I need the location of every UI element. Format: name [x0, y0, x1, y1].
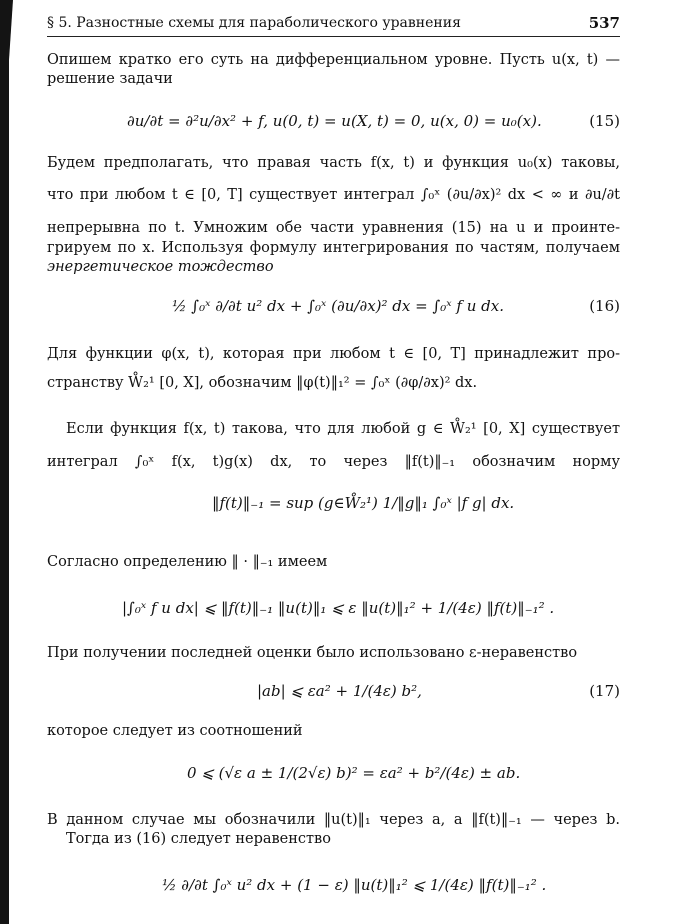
equation-16-number: (16) [589, 297, 620, 315]
text-line-9: странству W̊₂¹ [0, X], обозначим ‖φ(t)‖₁² = ∫₀ˣ (∂φ/∂x)² dx. [47, 375, 478, 391]
text-line-16: Тогда из (16) следует неравенство [66, 831, 331, 847]
running-header [47, 12, 620, 37]
equation-17-body: |ab| ⩽ εa² + 1/(4ε) b², [257, 682, 422, 700]
section-title: § 5. Разностные схемы для параболического уравнения [47, 15, 461, 31]
text-line-6: грируем по x. Используя формулу интегрирования по частям, получаем [47, 240, 620, 256]
text-line-1: Опишем кратко его суть на дифференциальном уровне. Пусть u(x, t) — [47, 52, 620, 68]
equation-inequality [47, 585, 620, 629]
equation-15 [47, 100, 620, 144]
equation-17-number: (17) [589, 682, 620, 700]
equation-15-number: (15) [589, 112, 620, 130]
equation-16 [47, 285, 620, 329]
equation-last-body: ½ ∂/∂t ∫₀ˣ u² dx + (1 − ε) ‖u(t)‖₁² ⩽ 1/(4ε) ‖f(t)‖₋₁² . [162, 876, 547, 894]
text-line-11: интеграл ∫₀ˣ f(x, t)g(x) dx, то через ‖f(t)‖₋₁ обозначим норму [47, 454, 620, 470]
book-spine-edge [0, 0, 9, 924]
text-line-3: Будем предполагать, что правая часть f(x, t) и функция u₀(x) таковы, [47, 155, 620, 171]
equation-last [47, 862, 620, 906]
text-line-8: Для функции φ(x, t), которая при любом t ∈ [0, T] принадлежит про- [47, 346, 620, 362]
book-spine-notch [9, 0, 13, 60]
text-line-10: Если функция f(x, t) такова, что для любой g ∈ W̊₂¹ [0, X] существует [66, 421, 620, 437]
page-number: 537 [588, 14, 620, 32]
equation-17 [47, 670, 620, 714]
text-line-12: Согласно определению ‖ · ‖₋₁ имеем [47, 554, 328, 570]
equation-relation-body: 0 ⩽ (√ε a ± 1/(2√ε) b)² = εa² + b²/(4ε) ± ab. [187, 764, 521, 782]
equation-norm [47, 482, 620, 526]
equation-15-body: ∂u/∂t = ∂²u/∂x² + f, u(0, t) = u(X, t) = 0, u(x, 0) = u₀(x). [127, 112, 542, 130]
term-energy-identity: энергетическое тождество [47, 259, 274, 275]
equation-relation [47, 752, 620, 796]
text-line-7-emphasis [47, 258, 620, 276]
text-line-15: В данном случае мы обозначили ‖u(t)‖₁ через a, а ‖f(t)‖₋₁ — через b. [47, 812, 620, 828]
equation-norm-body: ‖f(t)‖₋₁ = sup (g∈W̊₂¹) 1/‖g‖₁ ∫₀ˣ |f g| dx. [212, 494, 515, 512]
text-line-4: что при любом t ∈ [0, T] существует интеграл ∫₀ˣ (∂u/∂x)² dx < ∞ и ∂u/∂t [47, 187, 620, 203]
text-line-14: которое следует из соотношений [47, 723, 303, 739]
text-line-5: непрерывна по t. Умножим обе части уравнения (15) на u и проинте- [47, 220, 620, 236]
text-line-2: решение задачи [47, 71, 173, 87]
equation-16-body: ½ ∫₀ˣ ∂/∂t u² dx + ∫₀ˣ (∂u/∂x)² dx = ∫₀ˣ f u dx. [172, 297, 504, 315]
equation-inequality-body: |∫₀ˣ f u dx| ⩽ ‖f(t)‖₋₁ ‖u(t)‖₁ ⩽ ε ‖u(t)‖₁² + 1/(4ε) ‖f(t)‖₋₁² . [122, 599, 555, 617]
text-line-13: При получении последней оценки было использовано ε-неравенство [47, 645, 578, 661]
